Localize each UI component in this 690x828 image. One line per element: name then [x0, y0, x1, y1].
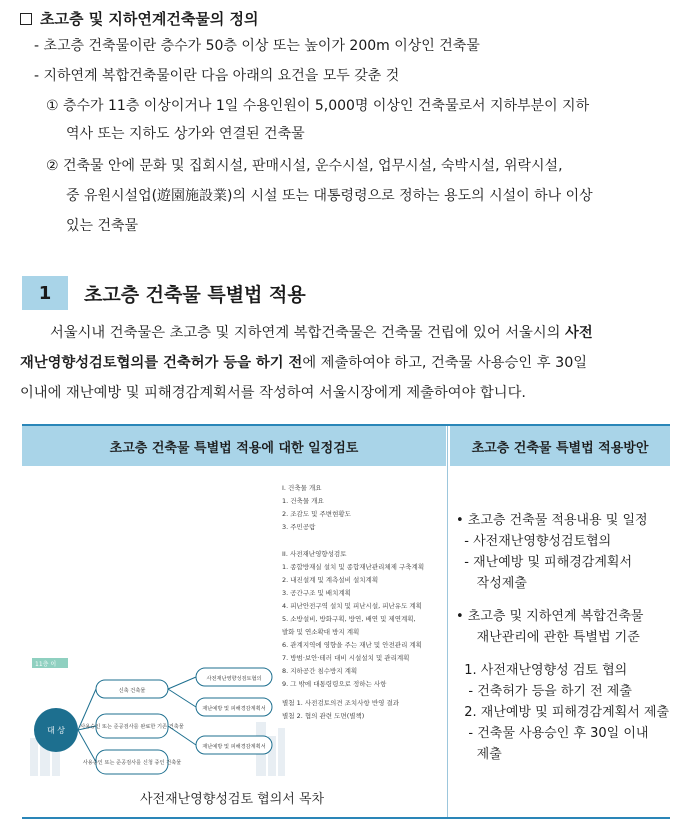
paragraph-line1 [20, 318, 670, 348]
toc-item: 별첨 1. 사전검토의견 조치사항 반영 결과 [282, 699, 399, 707]
toc-item: 3. 주민공람 [282, 523, 316, 531]
diagram-tag-label: 11층 이 [35, 661, 57, 668]
toc-item: 1. 건축물 개요 [282, 497, 324, 505]
plan-item: - 사전재난영향성검토협의 [456, 534, 612, 549]
plan-item: 작성제출 [456, 576, 527, 591]
toc-item: 9. 그 밖에 대통령령으로 정하는 사항 [282, 680, 387, 688]
diagram-right-box-1: 사전재난영향성검토협의 [206, 676, 262, 682]
definition-line-underground: - 지하연계 복합건축물이란 다음 아래의 요건을 모두 갖춘 것 [34, 68, 400, 84]
plan-item: 제출 [456, 747, 502, 762]
definition-heading-text: 초고층 및 지하연계건축물의 정의 [40, 10, 259, 28]
target-diagram [30, 658, 285, 776]
plan-item: 1. 사전재난영향성 검토 협의 [456, 663, 628, 678]
table-bottom-border [22, 817, 670, 819]
plan-item: • 초고층 건축물 적용내용 및 일정 [456, 513, 648, 528]
diagram-left-box-2: 사용승인 또는 준공검사를 완료한 기존 건축물 [80, 724, 184, 730]
paragraph-line2 [20, 348, 670, 378]
section-title-text: 초고층 건축물 특별법 적용 [84, 283, 306, 306]
diagram-left-box-3: 사용승인 또는 준공검사를 신청 중인 건축물 [82, 760, 182, 766]
toc-item: 6. 관계지역에 영향을 주는 재난 및 안전관리 계획 [282, 641, 422, 649]
plan-item: - 건축허가 등을 하기 전 제출 [456, 684, 632, 699]
plan-item: 재난관리에 관한 특별법 기준 [456, 630, 640, 645]
table-header-left: 초고층 건축물 특별법 적용에 대한 일정검토 [22, 426, 446, 466]
toc-item: 8. 지하공간 침수방지 계획 [282, 667, 358, 675]
toc-item: 별첨 2. 협의 관련 도면(별책) [282, 712, 365, 720]
toc-item: 발화 및 연소확대 방지 계획 [282, 628, 360, 636]
checkbox-square-icon [20, 13, 32, 25]
toc-item: 4. 피난안전구역 설치 및 피난시설, 피난유도 계획 [282, 602, 422, 610]
paragraph-bold-1: 사전 [565, 325, 593, 341]
toc-item: II. 사전재난영향성검토 [282, 550, 347, 558]
section-title [22, 276, 306, 310]
toc-item: 2. 내진설계 및 계측설비 설치계획 [282, 576, 379, 584]
diagram-right-box-2: 재난예방 및 피해경감계획서 [202, 706, 266, 712]
toc-item: 1. 종합방재실 설치 및 종합재난관리체제 구축계획 [282, 563, 425, 571]
plan-item [456, 594, 668, 606]
paragraph-text-1: 서울시내 건축물은 초고층 및 지하연계 복합건축물은 건축물 건립에 있어 서울시의 [50, 325, 566, 341]
diagram-left-box-1: 신축 건축물 [118, 688, 146, 694]
plan-item: 2. 재난예방 및 피해경감계획서 제출 [456, 705, 670, 720]
diagram-right-box-3: 재난예방 및 피해경감계획서 [202, 744, 266, 750]
table-column-divider [447, 426, 448, 818]
plan-list [456, 510, 668, 765]
toc-item: 2. 조감도 및 주변현황도 [282, 510, 351, 518]
plan-item: • 초고층 및 지하연계 복합건축물 [456, 609, 644, 624]
paragraph-line3: 이내에 재난예방 및 피해경감계획서를 작성하여 서울시장에게 제출하여야 합니다. [20, 385, 526, 401]
plan-item [456, 648, 668, 660]
plan-item: - 건축물 사용승인 후 30일 이내 [456, 726, 649, 741]
plan-item: - 재난예방 및 피해경감계획서 [456, 555, 633, 570]
definition-heading [20, 8, 259, 29]
definition-item2-line3: 있는 건축물 [66, 218, 139, 234]
definition-item2-line1: ② 건축물 안에 문화 및 집회시설, 판매시설, 운수시설, 업무시설, 숙박시설, 위락시설, [46, 158, 563, 174]
section-paragraph [20, 318, 670, 408]
toc-item: 5. 소방설비, 방화구획, 방연, 배연 및 제연계획, [282, 615, 416, 623]
definition-line-highrise: - 초고층 건축물이란 층수가 50층 이상 또는 높이가 200m 이상인 건축물 [34, 38, 480, 54]
diagram-center-label: 대 상 [47, 726, 65, 735]
toc-caption: 사전재난영향성검토 협의서 목차 [140, 792, 325, 807]
toc-list [282, 482, 442, 723]
toc-item: 7. 방범·보안·테러 대비 시설설치 및 관리계획 [282, 654, 410, 662]
toc-item: I. 건축물 개요 [282, 484, 322, 492]
paragraph-bold-2: 재난영향성검토협의를 건축허가 등을 하기 전 [20, 355, 303, 371]
paragraph-text-2: 에 제출하여야 하고, 건축물 사용승인 후 30일 [302, 355, 588, 371]
table-header-right: 초고층 건축물 특별법 적용방안 [450, 426, 670, 466]
section-number: 1 [22, 276, 68, 310]
definition-item1-line1: ① 층수가 11층 이상이거나 1일 수용인원이 5,000명 이상인 건축물로서 지하부분이 지하 [46, 98, 590, 114]
definition-item1-line2: 역사 또는 지하도 상가와 연결된 건축물 [66, 126, 305, 142]
definition-item2-line2: 중 유원시설업(遊園施設業)의 시설 또는 대통령령으로 정하는 용도의 시설이 하나 이상 [66, 188, 593, 204]
toc-item: 3. 공간구조 및 배치계획 [282, 589, 351, 597]
